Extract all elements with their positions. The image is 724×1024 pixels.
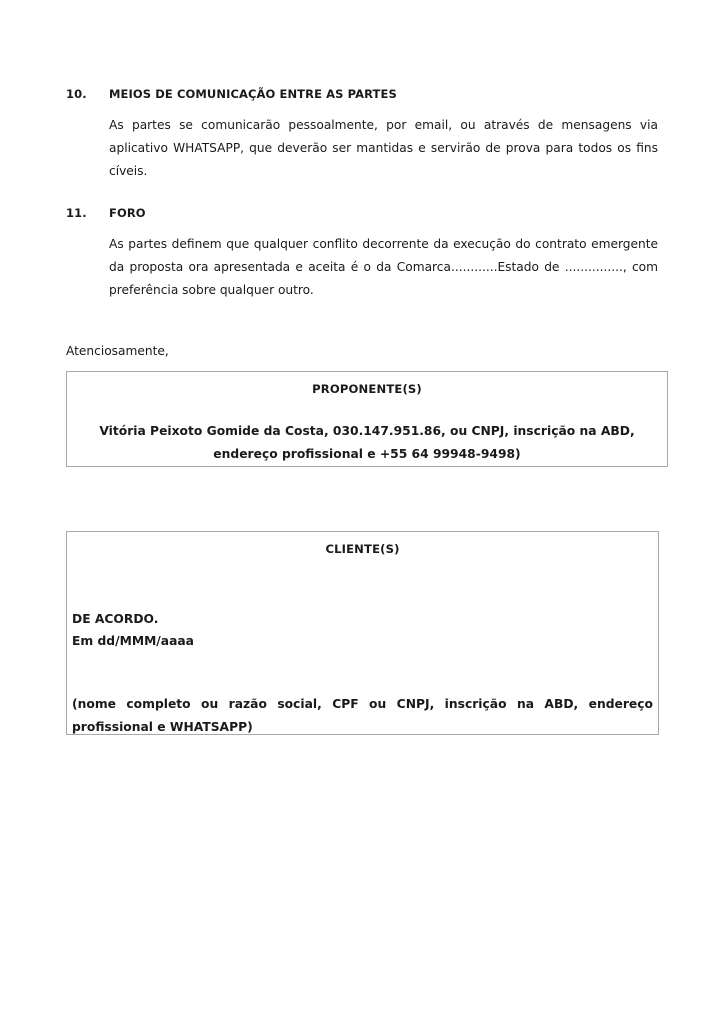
cliente-box-agreement: DE ACORDO.	[72, 612, 159, 626]
proponente-box-details: Vitória Peixoto Gomide da Costa, 030.147.951.86, ou CNPJ, inscrição na ABD, endereço profissional e +55 64 99948-9498)	[99, 424, 635, 461]
proponente-box-title: PROPONENTE(S)	[312, 382, 422, 396]
clause-10-number: 10.	[66, 87, 87, 101]
cliente-signature-box	[66, 531, 659, 735]
clause-11-title: FORO	[109, 206, 146, 221]
clause-10-body: As partes se comunicarão pessoalmente, por email, ou através de mensagens via aplicativo WHATSAPP, que deverão ser mantidas e servirão de prova para todos os fins cíveis.	[109, 118, 658, 179]
document-body	[66, 86, 658, 363]
closing-salutation: Atenciosamente,	[66, 344, 169, 359]
clause-11-number: 11.	[66, 206, 87, 221]
cliente-box-date-line: Em dd/MMM/aaaa	[72, 634, 194, 648]
clause-10-header	[66, 86, 658, 102]
cliente-box-placeholder: (nome completo ou razão social, CPF ou CNPJ, inscrição na ABD, endereço profissional e WHATSAPP)	[72, 697, 653, 734]
cliente-box-title: CLIENTE(S)	[325, 542, 400, 556]
clause-11-body: As partes definem que qualquer conflito decorrente da execução do contrato emergente da proposta ora apresentada e aceita é o da Comarca............Estado de ..............., com preferência sobre qualquer outro.	[109, 237, 658, 298]
clause-10-title: MEIOS DE COMUNICAÇÃO ENTRE AS PARTES	[109, 87, 397, 101]
clause-10	[66, 86, 658, 183]
clause-11-header	[66, 205, 658, 221]
clause-11	[66, 205, 658, 302]
proponente-signature-box	[66, 371, 668, 467]
